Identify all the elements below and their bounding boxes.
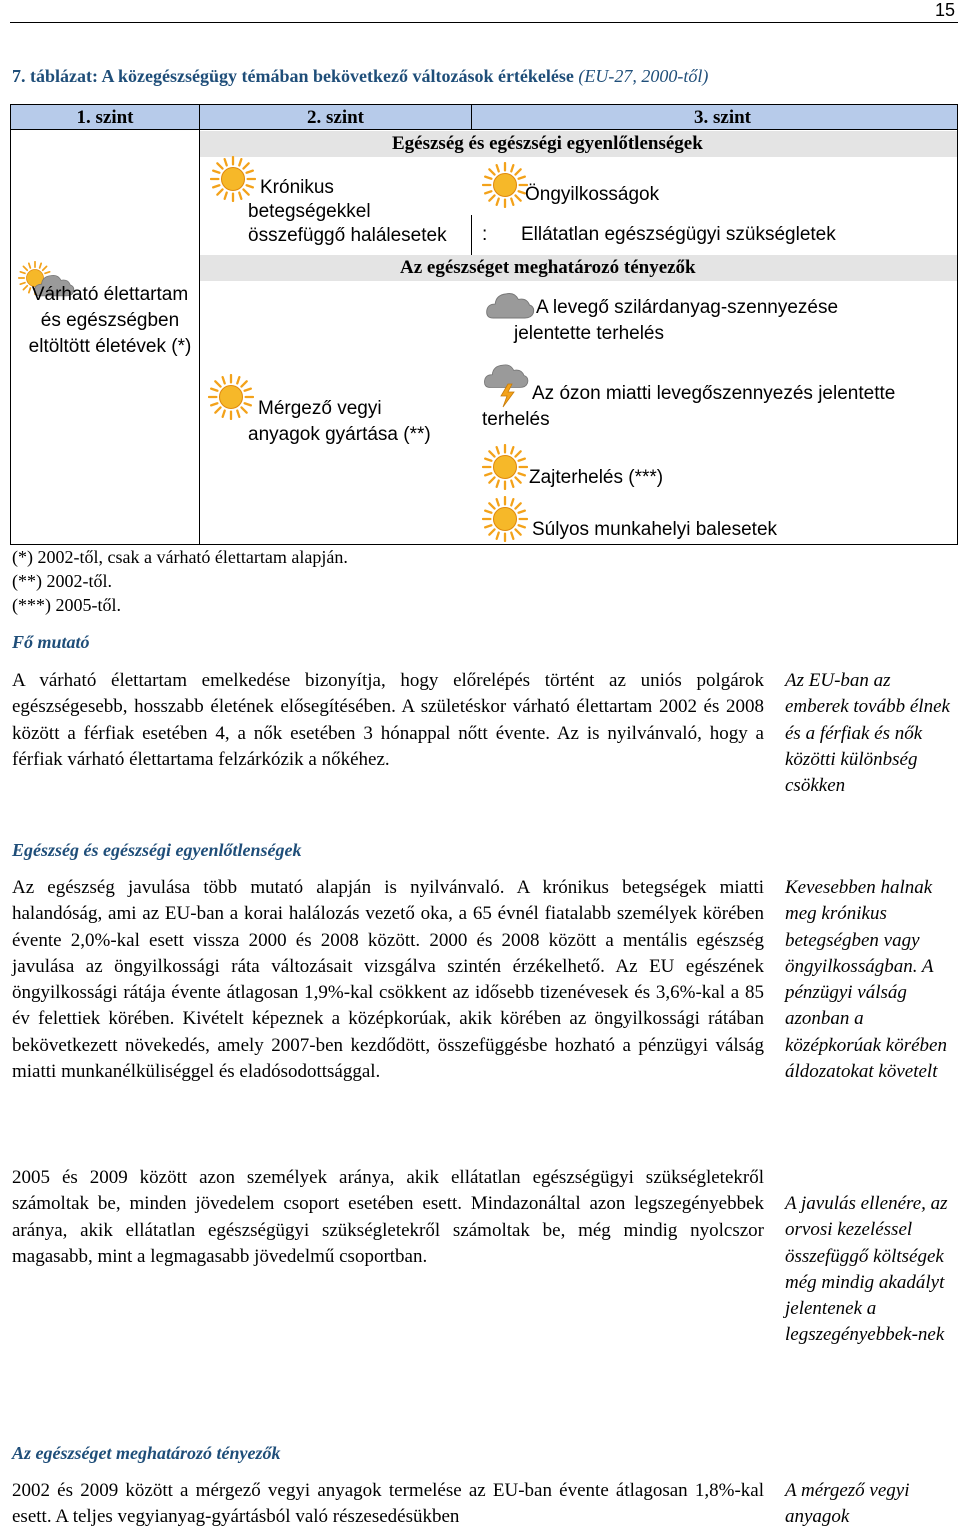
level3-unmet-needs: Ellátatlan egészségügyi szükségletek (521, 224, 836, 245)
level3-suicides: Öngyilkosságok (525, 184, 660, 205)
toxic-line-2: anyagok gyártása (**) (248, 424, 431, 445)
sun-icon (482, 496, 528, 542)
caption-range: (EU-27, 2000-től) (578, 66, 709, 86)
toxic-line-1: Mérgező vegyi (258, 398, 382, 419)
paragraph-life-expectancy: A várható élettartam emelkedése bizonyítja, hogy előrelépés történt az uniós polgárok egészségesebb, hosszabb életének elősegítésében. A születéskor várható élettartam 2002 és 2008 között a férfiak esetében 4, a nők esetében 3 hónappal nőtt évente. Az is nyilvánvaló, hogy a férfiak várható élettartama felzárkózik a nőkéhez. (12, 670, 764, 770)
ozone-line-1: Az ózon miatti levegőszennyezés jelentette (532, 383, 896, 404)
chronic-line-2: betegségekkel (248, 201, 371, 222)
group-health: Egészség és egészségi egyenlőtlenségek (200, 131, 957, 157)
group-determinants: Az egészséget meghatározó tényezők (200, 255, 957, 281)
level3-ozone (482, 381, 952, 433)
column-divider-2a (471, 215, 472, 255)
evaluation-table (10, 104, 958, 545)
caption-main: 7. táblázat: A közegészségügy témában bekövetkező változások értékelése (12, 66, 579, 86)
table-caption (12, 66, 708, 87)
section-title-health: Egészség és egészségi egyenlőtlenségek (12, 840, 302, 860)
level2-chronic-deaths (248, 176, 470, 248)
margin-note-life: Az EU-ban az emberek tovább élnek és a férfiak és nők közötti különbség csökken (785, 670, 950, 797)
level2-toxic-chemicals (248, 396, 468, 448)
chronic-line-3: összefüggő halálesetek (248, 225, 447, 246)
level-header-1: 1. szint (10, 104, 200, 130)
table-note-1: (*) 2002-től, csak a várható élettartam alapján. (12, 547, 348, 567)
table-note-3: (***) 2005-től. (12, 595, 121, 615)
level-header-3: 3. szint (471, 104, 958, 130)
sun-icon (482, 444, 528, 490)
section-title-main-indicator: Fő mutató (12, 632, 90, 652)
margin-note-toxic: A mérgező vegyi anyagok (785, 1480, 910, 1528)
level1-life-expectancy: Várható élettartam és egészségben eltöltött életévek (*) (28, 284, 192, 357)
ozone-line-2: terhelés (482, 409, 550, 430)
level-header-2: 2. szint (199, 104, 472, 130)
pm-line-2: jelentette terhelés (514, 323, 664, 344)
section-title-determinants: Az egészséget meghatározó tényezők (12, 1443, 281, 1463)
paragraph-toxic-chemicals: 2002 és 2009 között a mérgező vegyi anyagok termelése az EU-ban évente átlagosan 1,8%-kal esett. A teljes vegyianyag-gyártásból való részesedésükben (12, 1480, 764, 1528)
level3-particulate (514, 295, 954, 347)
sun-icon (482, 162, 528, 208)
level3-noise: Zajterhelés (***) (529, 467, 664, 488)
paragraph-unmet-needs: 2005 és 2009 között azon személyek aránya, akik ellátatlan egészségügyi szükségletekről számoltak be, minden jövedelem csoport esetében esett. Mindazonáltal azon legszegényebbek aránya, akik ellátatlan egészségügyi szükségletekről számoltak be, még mindig nyolcszor magasabb, mint a legmagasabb jövedelmű csoportban. (12, 1167, 764, 1267)
header-rule (10, 22, 958, 23)
page-number: 15 (934, 0, 955, 20)
unmet-marker: : (482, 224, 488, 245)
margin-note-chronic: Kevesebben halnak meg krónikus betegségben vagy öngyilkosságban. A pénzügyi válság azonban a középkorúak körében áldozatokat követelt (785, 877, 947, 1083)
paragraph-health-improvement: Az egészség javulása több mutató alapján is nyilvánvaló. A krónikus betegségek miatti halandóság, ami az EU-ban a korai halálozás vezető oka, a 65 évnél fiatalabb személyek körében évente 2,0%-kal esett vissza 2000 és 2008 között. 2000 és 2008 között a mentális egészség javulása az öngyilkossági ráta változásait vizsgálva szintén érzékelhető. Az EU egészének öngyilkossági rátája évente átlagosan 1,9%-kal csökkent az idősebb tizenévesek és 3,6%-kal a 85 év felettiek körében. Kivételt képeznek a középkorúak, akik körében az öngyilkossági rátában bekövetkezett növekedés, amely 2007-ben kezdődött, összefüggésbe hozható a pénzügyi válság miatti munkanélküliséggel és eladósodottsággal. (12, 877, 764, 1083)
table-note-2: (**) 2002-től. (12, 571, 112, 591)
chronic-line-1: Krónikus (260, 177, 334, 198)
level3-work-accidents: Súlyos munkahelyi balesetek (532, 519, 778, 540)
pm-line-1: A levegő szilárdanyag-szennyezése (536, 297, 839, 318)
margin-note-costs: A javulás ellenére, az orvosi kezeléssel összefüggő költségek még mindig akadályt jelentenek a legszegényebbek-nek (785, 1193, 948, 1346)
